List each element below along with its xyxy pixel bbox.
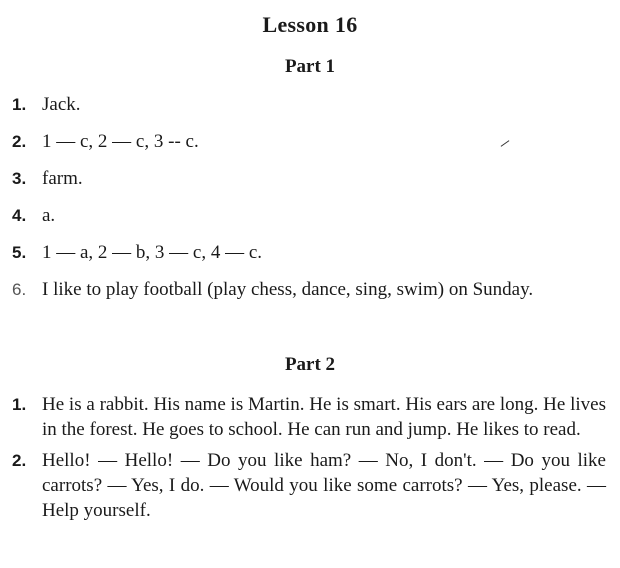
part1-answer-list xyxy=(12,92,606,302)
answer-number: 1. xyxy=(12,395,27,414)
answer-text: 1 — a, 2 — b, 3 — c, 4 — c. xyxy=(42,242,263,263)
part1-answer-5 xyxy=(12,240,606,265)
answer-text: a. xyxy=(42,205,56,226)
part1-answer-4 xyxy=(12,203,606,228)
part1-answer-3 xyxy=(12,166,606,191)
lesson-title: Lesson 16 xyxy=(262,12,358,37)
answer-text: Hello! — Hello! — Do you like ham? — No, I don't. — Do you like carrots? — Yes, I do. — Would you like some carrots? — Yes, please. — Help yourself. xyxy=(42,450,606,521)
part2-answer-2 xyxy=(12,448,606,523)
answer-text: I like to play football (play chess, dance, sing, swim) on Sunday. xyxy=(42,279,534,300)
answer-text: 1 — c, 2 — c, 3 -- c. xyxy=(42,131,199,152)
part2-answer-list xyxy=(12,392,606,529)
part1-answer-6 xyxy=(12,277,606,302)
answer-number: 2. xyxy=(12,132,27,151)
answer-number: 6. xyxy=(12,280,27,299)
answer-number: 1. xyxy=(12,95,27,114)
answer-number: 2. xyxy=(12,451,27,470)
part2-answer-1 xyxy=(12,392,606,442)
part1-title: Part 1 xyxy=(284,56,336,77)
part1-answer-2 xyxy=(12,129,606,154)
answer-number: 4. xyxy=(12,206,27,225)
answer-text: farm. xyxy=(42,168,83,189)
part2-title: Part 2 xyxy=(284,354,336,375)
answer-number: 5. xyxy=(12,243,27,262)
answer-text: Jack. xyxy=(42,94,81,115)
part1-answer-1 xyxy=(12,92,606,117)
answer-number: 3. xyxy=(12,169,27,188)
answer-text: He is a rabbit. His name is Martin. He is smart. His ears are long. He lives in the forest. He goes to school. He can run and jump. He likes to read. xyxy=(42,394,606,440)
